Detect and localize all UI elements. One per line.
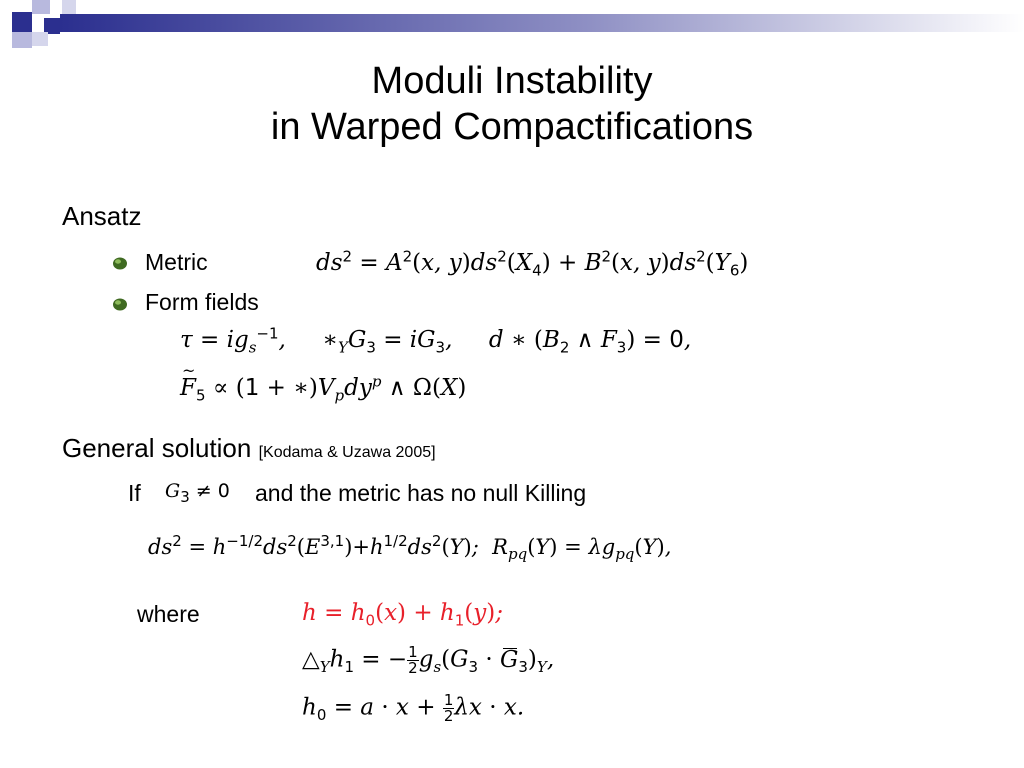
header-decoration	[0, 0, 1024, 60]
bullet-metric-label: Metric	[145, 249, 208, 275]
form-fields-equation-2: ~ $F_5 \propto (1$ + $∗)V_pdy^p$ ∧ Ω(X)	[180, 375, 466, 401]
laplacian-equation: $\triangle_Yh_1$ = − $\frac{1}{2}$ $g_s(G_3 \cdot G_3)_Y$,	[302, 643, 555, 677]
fraction-one-half: $\frac{1}{2}$	[443, 691, 454, 725]
slide-title	[0, 58, 1024, 150]
if-label: If	[128, 480, 141, 506]
h0-equation: $h_0 = a \cdot x$ + $\frac{1}{2}$ λx · x.	[302, 691, 525, 725]
fraction-one-half: $\frac{1}{2}$	[408, 643, 418, 677]
where-label: where	[137, 601, 200, 627]
condition-equation: $G_3 \ne 0$	[165, 480, 230, 506]
general-solution-heading	[62, 433, 436, 464]
title-line-1: Moduli Instability	[371, 60, 653, 102]
h-definition-equation: $h = h_0(x) + h_1(y)$;	[302, 600, 504, 630]
bullet-icon	[112, 255, 128, 271]
bullet-icon	[112, 296, 128, 312]
bullet-form-fields-label: Form fields	[145, 289, 259, 315]
form-fields-equation-1: $\tau = ig_s^{-1}$, $∗_YG_3 = iG_3$, d ∗ ($B_2$ ∧ $F_3) = 0$,	[180, 324, 692, 357]
ansatz-heading: Ansatz	[62, 201, 142, 231]
title-line-2: in Warped Compactifications	[270, 106, 754, 148]
metric-equation: $ds^2 = A^2(x$, $y)ds^2(X_4) + B^2(x$, $y)ds^2(Y_6)$	[316, 247, 749, 280]
general-solution-label: General solution	[62, 433, 252, 463]
citation: [Kodama & Uzawa 2005]	[258, 444, 436, 461]
solution-equation: $ds^2 = h^{-1/2}ds^2(E^{3,1})+h^{1/2}ds^2(Y)$; $R_{pq}(Y) = \lambda g_{pq}(Y)$,	[148, 532, 672, 564]
condition-text: and the metric has no null Killing	[255, 480, 587, 506]
